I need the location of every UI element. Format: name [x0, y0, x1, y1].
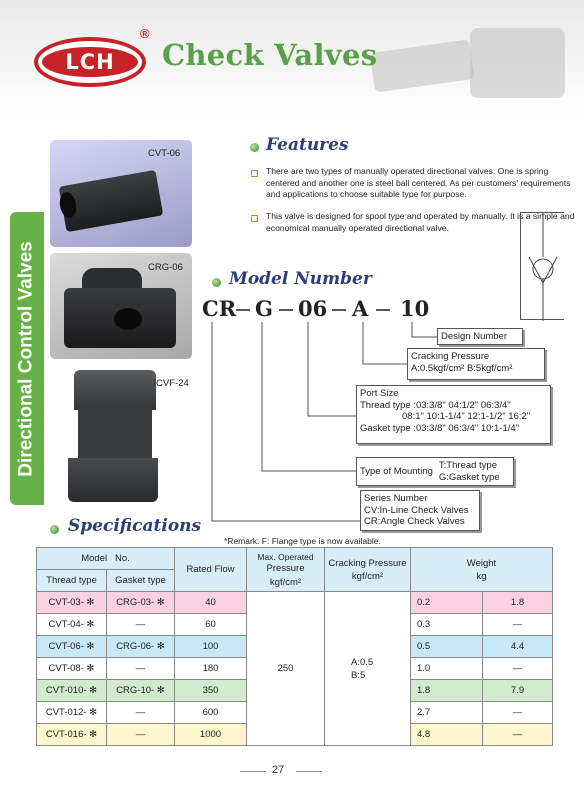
cell-weight-thread: 0.3: [411, 614, 483, 636]
header-rated-flow: Rated Flow: [175, 548, 247, 592]
cell-thread: CVT-08- ✻: [37, 658, 107, 680]
cell-weight-thread: 0.5: [411, 636, 483, 658]
code-series: CR: [202, 296, 237, 321]
code-port: 06: [298, 296, 328, 321]
port-line-3: Gasket type :03:3/8" 06:3/4" 10:1-1/4": [360, 422, 520, 434]
series-cr: CR:Angle Check Valves: [364, 516, 465, 527]
cell-weight-gasket: —: [483, 702, 553, 724]
cell-thread: CVT-03- ✻: [37, 592, 107, 614]
cell-thread: CVT-06- ✻: [37, 636, 107, 658]
code-cracking: A: [352, 296, 369, 321]
cell-flow: 1000: [175, 724, 247, 746]
cracking-values: A:0.5kgf/cm² B:5kgf/cm²: [411, 362, 513, 374]
cell-flow: 40: [175, 592, 247, 614]
cell-weight-thread: 2.7: [411, 702, 483, 724]
logo-text: LCH: [42, 47, 138, 77]
specifications-table: [36, 547, 553, 746]
series-title: Series Number: [364, 493, 428, 504]
cell-flow: 100: [175, 636, 247, 658]
cell-thread: CVT-012- ✻: [37, 702, 107, 724]
photo-label: CRG-06: [148, 262, 183, 273]
port-line-1: Thread type :03:3/8" 04:1/2" 06:3/4": [360, 399, 511, 411]
header-cracking: Cracking Pressure kgf/cm²: [325, 548, 411, 592]
code-design: 10: [400, 296, 430, 321]
header-thread-type: Thread type: [37, 570, 107, 592]
cell-gasket: CRG-03- ✻: [107, 592, 175, 614]
table-header-row: [37, 548, 553, 570]
port-line-2: 08:1" 10:1-1/4" 12:1-1/2" 16:2": [402, 411, 531, 422]
cell-thread: CVT-016- ✻: [37, 724, 107, 746]
model-number-title: Model Number: [229, 269, 372, 289]
cell-gasket: CRG-10- ✻: [107, 680, 175, 702]
feature-item: This valve is designed for spool type and operated by manually. It is a simple and economical manually operated directional valve.: [266, 211, 575, 233]
cell-thread: CVT-04- ✻: [37, 614, 107, 636]
page-number: 27: [272, 764, 285, 776]
series-number-box: [360, 490, 480, 531]
cell-weight-gasket: 4.4: [483, 636, 553, 658]
page-title: Check Valves: [162, 38, 378, 72]
cell-weight-gasket: —: [483, 724, 553, 746]
cell-gasket: —: [107, 702, 175, 724]
cell-gasket: —: [107, 658, 175, 680]
mounting-gasket: G:Gasket type: [438, 471, 500, 483]
cell-weight-thread: 1.0: [411, 658, 483, 680]
cell-flow: 350: [175, 680, 247, 702]
header-gasket-type: Gasket type: [107, 570, 175, 592]
cell-gasket: —: [107, 614, 175, 636]
registered-mark: ®: [140, 26, 150, 41]
features-title: Features: [266, 135, 349, 155]
cell-flow: 60: [175, 614, 247, 636]
cell-weight-thread: 1.8: [411, 680, 483, 702]
series-cv: CV:In-Line Check Valves: [364, 504, 469, 516]
design-number-box: [437, 328, 523, 345]
code-mounting: G: [255, 296, 273, 321]
cracking-pressure-box: [407, 348, 545, 380]
mounting-thread: T:Thread type: [438, 460, 497, 471]
port-title: Port Size: [360, 388, 399, 399]
cell-weight-thread: 4.8: [411, 724, 483, 746]
bullet-dot-icon: [50, 525, 59, 534]
mounting-title: Type of Mounting: [360, 465, 433, 477]
cell-thread: CVT-010- ✻: [37, 680, 107, 702]
header-model: Model No.: [37, 548, 175, 570]
table-row: [37, 592, 553, 614]
cracking-title: Cracking Pressure: [411, 351, 490, 362]
side-tab-label: Directional Control Valves: [16, 240, 37, 477]
header-max-pressure: Max. Operated Pressure kgf/cm²: [247, 548, 325, 592]
photo-label: CVT-06: [148, 148, 181, 159]
port-size-box: [356, 385, 551, 444]
design-number-label: Design Number: [441, 331, 507, 342]
flange-remark: *Remark: F: Flange type is now available.: [224, 536, 381, 546]
photo-label: CVF-24: [156, 378, 189, 389]
page-number-rule: [240, 771, 266, 772]
cell-gasket: —: [107, 724, 175, 746]
cell-max-pressure: 250: [247, 592, 325, 746]
mounting-box: [356, 457, 514, 486]
header-weight: Weight kg: [411, 548, 553, 592]
cell-flow: 180: [175, 658, 247, 680]
cell-cracking: A:0.5 B:5: [325, 592, 411, 746]
cell-weight-gasket: —: [483, 658, 553, 680]
cell-gasket: CRG-06- ✻: [107, 636, 175, 658]
specifications-title: Specifications: [68, 516, 202, 536]
cell-weight-gasket: 7.9: [483, 680, 553, 702]
cell-weight-gasket: 1.8: [483, 592, 553, 614]
cell-weight-thread: 0.2: [411, 592, 483, 614]
page-number-rule: [296, 771, 322, 772]
cell-weight-gasket: —: [483, 614, 553, 636]
feature-item: There are two types of manually operated directional valves. One is spring centered and another one is steel ball centered. As per customers' requirements and applications to choose suitable type for purpose.: [266, 166, 571, 199]
cell-flow: 600: [175, 702, 247, 724]
